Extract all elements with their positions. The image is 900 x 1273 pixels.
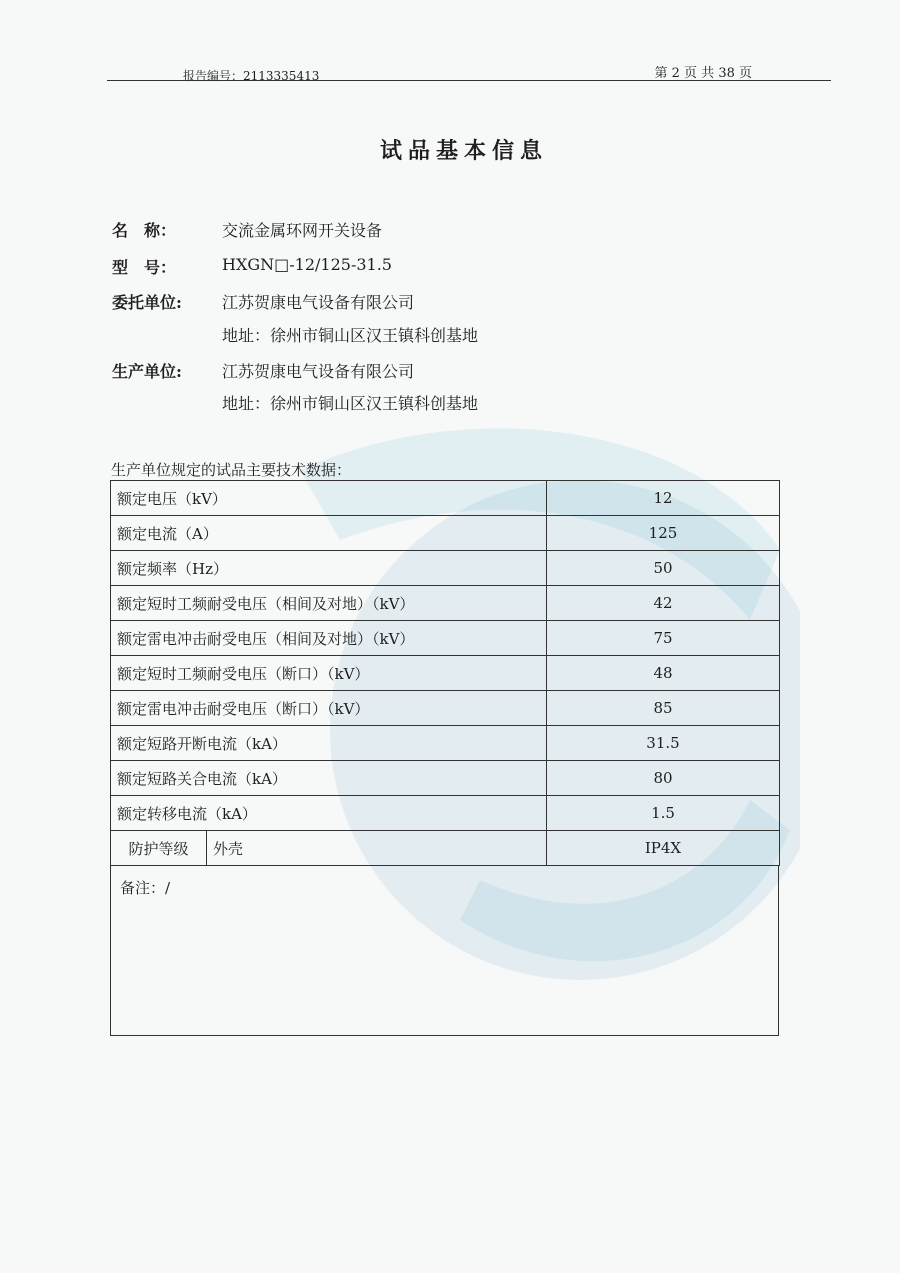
table-row (111, 621, 780, 656)
param-cell: 额定频率（Hz） (111, 551, 547, 586)
param-cell: 额定转移电流（kA） (111, 796, 547, 831)
client-label: 委托单位: (112, 293, 182, 312)
param-cell: 额定短路关合电流（kA） (111, 761, 547, 796)
maker-address: 地址：徐州市铜山区汉王镇科创基地 (222, 394, 479, 413)
param-cell: 额定短时工频耐受电压（相间及对地）（kV） (111, 586, 547, 621)
table-row (111, 691, 780, 726)
value-cell: 75 (547, 621, 780, 656)
table-row (111, 726, 780, 761)
table-row (111, 796, 780, 831)
report-number: 报告编号：2113335413 (183, 69, 320, 83)
table-row (111, 551, 780, 586)
remarks-box (110, 865, 779, 1036)
maker-label: 生产单位: (112, 362, 182, 381)
spec-table (110, 480, 780, 866)
value-cell: 42 (547, 586, 780, 621)
value-cell: 125 (547, 516, 780, 551)
header-divider (107, 80, 831, 81)
table-row (111, 761, 780, 796)
param-cell: 额定短路开断电流（kA） (111, 726, 547, 761)
maker-value: 江苏贺康电气设备有限公司 (222, 362, 415, 381)
name-value: 交流金属环网开关设备 (222, 221, 383, 240)
value-cell: 85 (547, 691, 780, 726)
param-cell: 额定短时工频耐受电压（断口）（kV） (111, 656, 547, 691)
table-row (111, 481, 780, 516)
remarks-text: 备注：/ (120, 879, 171, 897)
protection-label: 防护等级 (111, 831, 207, 866)
model-value: HXGN□-12/125-31.5 (222, 255, 392, 274)
table-row (111, 516, 780, 551)
protection-row (111, 831, 780, 866)
param-cell: 额定雷电冲击耐受电压（相间及对地）（kV） (111, 621, 547, 656)
page-title: 试品基本信息 (379, 138, 548, 164)
model-label: 型 号： (112, 258, 177, 277)
client-address: 地址：徐州市铜山区汉王镇科创基地 (222, 326, 479, 345)
table-caption: 生产单位规定的试品主要技术数据： (111, 461, 352, 479)
value-cell: 48 (547, 656, 780, 691)
param-cell: 额定雷电冲击耐受电压（断口）（kV） (111, 691, 547, 726)
value-cell: 80 (547, 761, 780, 796)
value-cell: 12 (547, 481, 780, 516)
value-cell: 1.5 (547, 796, 780, 831)
param-cell: 额定电流（A） (111, 516, 547, 551)
protection-value: IP4X (547, 831, 780, 866)
value-cell: 50 (547, 551, 780, 586)
protection-sub: 外壳 (207, 831, 547, 866)
table-row (111, 586, 780, 621)
table-row (111, 656, 780, 691)
client-value: 江苏贺康电气设备有限公司 (222, 293, 415, 312)
value-cell: 31.5 (547, 726, 780, 761)
page-info: 第 2 页 共 38 页 (654, 66, 752, 81)
name-label: 名 称： (112, 221, 177, 240)
param-cell: 额定电压（kV） (111, 481, 547, 516)
